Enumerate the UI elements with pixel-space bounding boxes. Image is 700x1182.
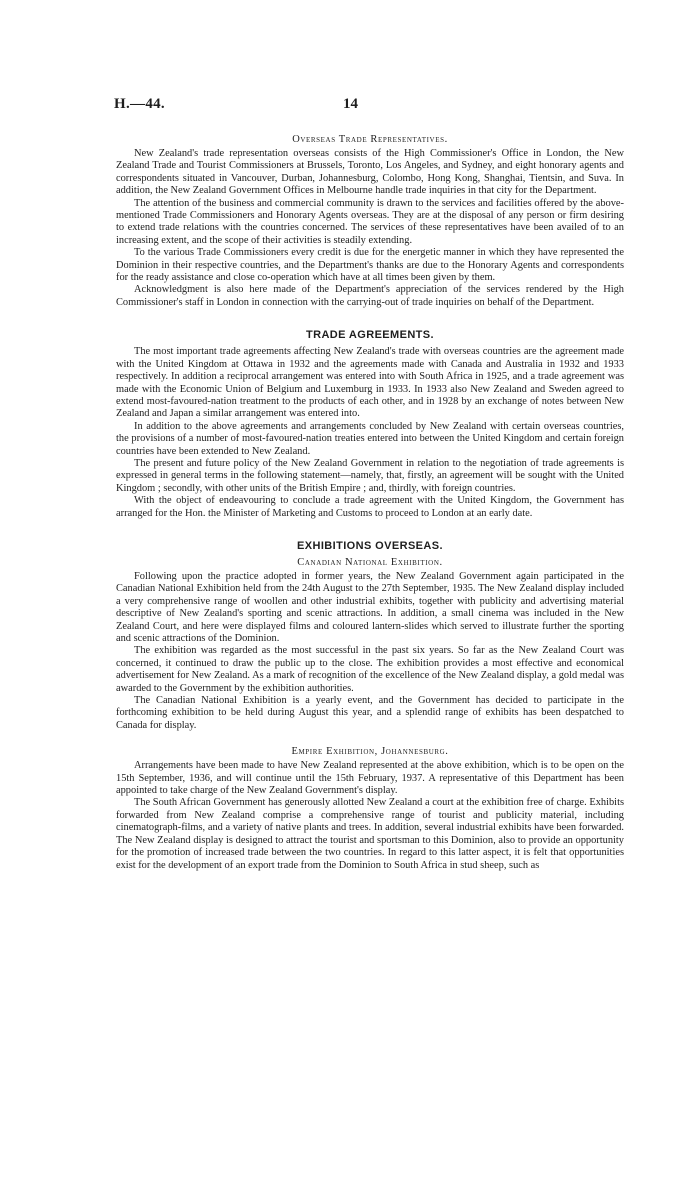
subsection-heading: Canadian National Exhibition. <box>297 556 443 568</box>
subsection-heading: Empire Exhibition, Johannesburg. <box>291 746 449 758</box>
document-body <box>116 134 624 872</box>
section-heading: TRADE AGREEMENTS. <box>305 329 434 342</box>
paragraph: The exhibition was regarded as the most successful in the past six years. So far as the New Zealand Court was concerned, it continued to draw the public up to the close. The exhibition provides a most effective and economical advertisement for New Zealand. As a mark of recognition of the excellence of the New Zealand display, a gold medal was awarded to the Government by the exhibition authorities. <box>116 645 624 694</box>
subsection-canadian-national-exhibition <box>116 557 624 732</box>
subsection-empire-exhibition-johannesburg <box>116 746 624 872</box>
paragraph: Arrangements have been made to have New Zealand represented at the above exhibition, which is to be open on the 15th September, 1936, and will continue until the 15th February, 1937. A representative of this Department has been appointed to take charge of the New Zealand Government's display. <box>116 760 624 797</box>
page-header <box>114 96 614 116</box>
paragraph: New Zealand's trade representation overseas consists of the High Commissioner's Office in London, the New Zealand Trade and Tourist Commissioners at Brussels, Toronto, Los Angeles, and Sydney, and eight honorary agents and correspondents situated in Vancouver, Durban, Johannesburg, Colombo, Hong Kong, Shanghai, Tientsin, and Suva. In addition, the New Zealand Government Offices in Melbourne handle trade inquiries in that city for the Department. <box>116 148 624 197</box>
section-heading: EXHIBITIONS OVERSEAS. <box>297 539 443 552</box>
paragraph: The South African Government has generously allotted New Zealand a court at the exhibition free of charge. Exhibits forwarded from New Zealand comprise a comprehensive range of tourist and publicity material, including cinematograph-films, and a variety of native plants and trees. In addition, several industrial exhibits have been forwarded. The New Zealand display is designed to attract the tourist and sportsman to this Dominion, also to provide an opportunity for the promotion of increased trade between the two countries. In regard to this latter aspect, it is felt that opportunities exist for the development of an export trade from the Dominion to South Africa in stud sheep, such as <box>116 797 624 871</box>
paragraph: The Canadian National Exhibition is a yearly event, and the Government has decided to participate in the forthcoming exhibition to be held during August this year, and a splendid range of exhibits has been despatched to Canada for display. <box>116 695 624 731</box>
paragraph: Following upon the practice adopted in former years, the New Zealand Government again participated in the Canadian National Exhibition held from the 24th August to the 27th September, 1935. The New Zealand display included a very comprehensive range of woollen and other industrial exhibits, together with publicity and advertising material descriptive of New Zealand's sporting and scenic attractions. In addition, a small cinema was included in the New Zealand Court, and here were displayed films and coloured lantern-slides which served to illustrate further the sporting and scenic attractions of the Dominion. <box>116 570 624 644</box>
paragraph: To the various Trade Commissioners every credit is due for the energetic manner in which they have represented the Dominion in their respective countries, and the Department's thanks are due to the Honorary Agents and correspondents for the ready assistance and close co-operation which have at all times been given by them. <box>116 247 624 284</box>
section-exhibitions-overseas <box>116 540 624 872</box>
document-reference: H.—44. <box>114 96 165 112</box>
paragraph: With the object of endeavouring to conclude a trade agreement with the United Kingdom, the Government has arranged for the Hon. the Minister of Marketing and Customs to proceed to London at an early date. <box>116 495 624 519</box>
paragraph: The attention of the business and commercial community is drawn to the services and facilities offered by the above-mentioned Trade Commissioners and Honorary Agents overseas. They are at the disposal of any person or firm desiring to extend trade relations with the countries concerned. The services of these representatives have been availed of to an increasing extent, and the scope of their activities is steadily extending. <box>116 197 624 246</box>
page-number: 14 <box>343 96 358 112</box>
section-trade-agreements <box>116 329 624 520</box>
paragraph: The most important trade agreements affecting New Zealand's trade with overseas countries are the agreement made with the United Kingdom at Ottawa in 1932 and the agreements made with Canada and Australia in 1932 and 1933 respectively. In addition a reciprocal arrangement was entered into with South Africa in 1925, and a trade agreement was made with the Economic Union of Belgium and Luxemburg in 1933. In 1933 also New Zealand and Sweden agreed to extend most-favoured-nation treatment to the products of each other, and in 1928 by an exchange of notes between New Zealand and Japan a similar arrangement was entered into. <box>116 346 624 420</box>
paragraph: The present and future policy of the New Zealand Government in relation to the negotiation of trade agreements is expressed in general terms in the following statement—namely, that, firstly, an agreement will be sought with the United Kingdom ; secondly, with other units of the British Empire ; and, thirdly, with foreign countries. <box>116 457 624 494</box>
section-overseas-trade-representatives <box>116 134 624 309</box>
paragraph: In addition to the above agreements and arrangements concluded by New Zealand with certain overseas countries, the provisions of a number of most-favoured-nation treaties entered into between the United Kingdom and certain foreign countries have been extended to New Zealand. <box>116 420 624 457</box>
section-heading: Overseas Trade Representatives. <box>292 134 448 145</box>
paragraph: Acknowledgment is also here made of the Department's appreciation of the services rendered by the High Commissioner's staff in London in connection with the carrying-out of trade inquiries on behalf of the Department. <box>116 284 624 308</box>
